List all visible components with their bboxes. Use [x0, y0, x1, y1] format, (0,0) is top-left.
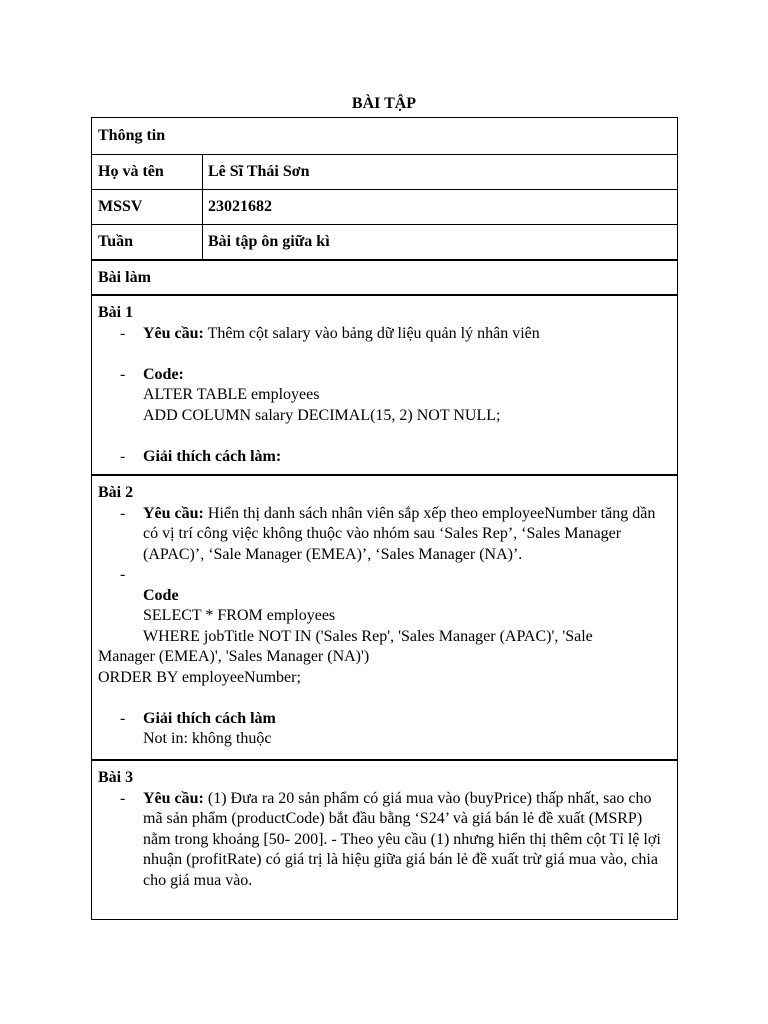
exercise-3: [98, 768, 671, 891]
requirement-text: Hiển thị danh sách nhân viên sắp xếp theo employeeNumber tăng dần có vị trí công việc không thuộc vào nhóm sau ‘Sales Rep’, ‘Sales Manager (APAC)’, ‘Sale Manager (EMEA)’, ‘Sales Manager (NA)’.: [143, 504, 656, 563]
table-divider: [92, 189, 677, 190]
code-line: ALTER TABLE employees: [143, 386, 320, 403]
week-label: Tuần: [98, 233, 133, 250]
explanation-text: Not in: không thuộc: [143, 730, 272, 747]
exercise-1-explanation: [98, 447, 671, 468]
table-divider: [92, 294, 677, 296]
table-divider: [92, 224, 677, 225]
work-section-label: Bài làm: [98, 269, 151, 286]
requirement-label: Yêu cầu:: [143, 324, 204, 342]
requirement-text: (1) Đưa ra 20 sản phẩm có giá mua vào (buyPrice) thấp nhất, sao cho mã sản phẩm (productCode) bắt đầu bằng ‘S24’ và giá bán lẻ đề xuất (MSRP) nằm trong khoảng [50- 200]. - Theo yêu cầu (1) nhưng hiển thị thêm cột Tỉ lệ lợi nhuận (profitRate) có giá trị là hiệu giữa giá bán lẻ đề xuất trừ giá mua vào, chia cho giá mua vào.: [143, 789, 661, 889]
assignment-table: [91, 117, 678, 920]
code-line: SELECT * FROM employees: [143, 607, 336, 624]
requirement-text: Thêm cột salary vào bảng dữ liệu quản lý nhân viên: [203, 324, 540, 342]
requirement-label: Yêu cầu:: [143, 789, 204, 807]
bullet-dash: -: [120, 365, 126, 383]
exercise-3-requirement: [98, 789, 671, 892]
exercise-3-title: Bài 3: [98, 769, 134, 786]
student-id-value: 23021682: [208, 198, 272, 215]
table-divider: [92, 259, 677, 261]
document-title: BÀI TẬP: [351, 95, 417, 112]
exercise-1-code: [98, 365, 671, 386]
bullet-dash: -: [120, 566, 126, 583]
student-id-label: MSSV: [98, 198, 143, 215]
bullet-dash: -: [120, 789, 126, 807]
explanation-label: Giải thích cách làm:: [143, 447, 282, 465]
bullet-dash: -: [120, 709, 126, 727]
requirement-label: Yêu cầu:: [143, 504, 204, 522]
exercise-1-title: Bài 1: [98, 304, 134, 321]
code-line: ADD COLUMN salary DECIMAL(15, 2) NOT NULL;: [143, 406, 501, 424]
exercise-2-title: Bài 2: [98, 484, 134, 501]
code-line: ORDER BY employeeNumber;: [98, 668, 301, 686]
exercise-1: [98, 303, 671, 467]
info-section-label: Thông tin: [98, 127, 166, 144]
exercise-2-empty-bullet: [98, 565, 671, 586]
name-label: Họ và tên: [98, 163, 164, 180]
name-value: Lê Sĩ Thái Sơn: [208, 163, 310, 180]
code-line: WHERE jobTitle NOT IN ('Sales Rep', 'Sales Manager (APAC)', 'Sale: [143, 627, 593, 645]
column-divider: [202, 155, 203, 259]
exercise-2-requirement: [98, 504, 671, 566]
table-divider: [92, 759, 677, 761]
explanation-label: Giải thích cách làm: [143, 709, 276, 727]
exercise-2-explanation: [98, 709, 671, 730]
table-divider: [92, 474, 677, 476]
exercise-1-requirement: [98, 324, 671, 345]
code-label: Code: [143, 586, 179, 604]
code-line: Manager (EMEA)', 'Sales Manager (NA)'): [98, 648, 370, 665]
bullet-dash: -: [120, 447, 126, 465]
exercise-2: [98, 483, 671, 750]
code-label: Code:: [143, 365, 184, 383]
week-value: Bài tập ôn giữa kì: [208, 233, 330, 250]
table-divider: [92, 154, 677, 155]
bullet-dash: -: [120, 324, 126, 342]
bullet-dash: -: [120, 504, 126, 522]
